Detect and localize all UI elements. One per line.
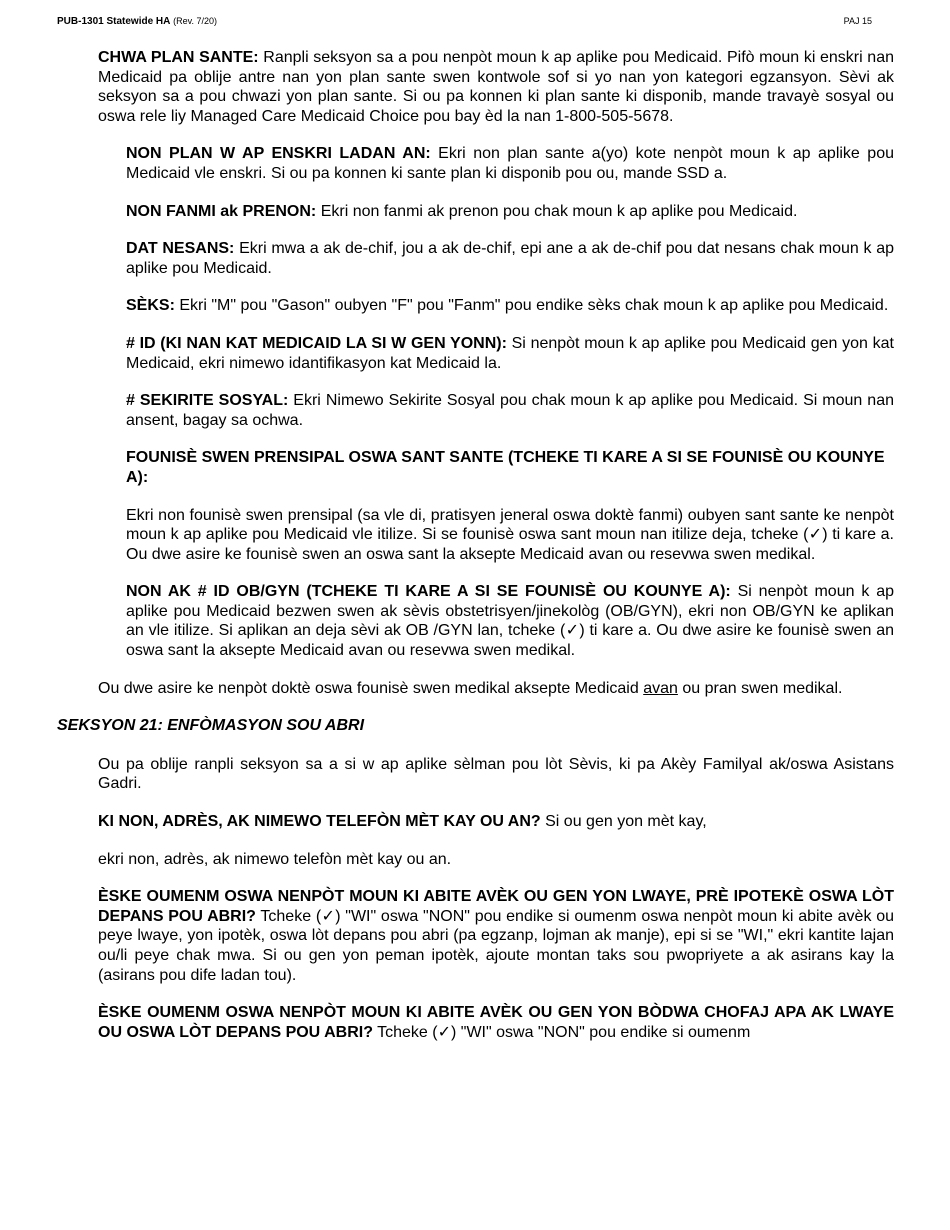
health-plan-paragraph bbox=[98, 48, 894, 126]
rent-mortgage-paragraph bbox=[98, 887, 894, 985]
ensure-text-after: ou pran swen medikal. bbox=[677, 679, 843, 697]
sex-paragraph bbox=[126, 296, 894, 316]
landlord-continuation-paragraph: ekri non, adrès, ak nimewo telefòn mèt kay ou an. bbox=[98, 850, 452, 868]
ssn-text: Ekri Nimewo Sekirite Sosyal pou chak moun k ap aplike pou Medicaid. Si moun nan ansent, bagay sa ochwa. bbox=[126, 392, 894, 429]
rent-mortgage-label: ÈSKE OUMENM OSWA NENPÒT MOUN KI ABITE AVÈK OU GEN YON LWAYE, PRÈ IPOTEKÈ OSWA LÒT DEPANS POU ABRI? bbox=[98, 888, 894, 925]
heating-bill-label: ÈSKE OUMENM OSWA NENPÒT MOUN KI ABITE AVÈK OU GEN YON BÒDWA CHOFAJ APA AK LWAYE OU OSWA LÒT DEPANS POU ABRI? bbox=[98, 1004, 894, 1041]
date-of-birth-paragraph bbox=[126, 239, 894, 278]
landlord-text: Si ou gen yon mèt kay, bbox=[540, 813, 707, 831]
obgyn-paragraph bbox=[126, 582, 894, 660]
rent-mortgage-text: Tcheke (✓) "WI" oswa "NON" pou endike si oumenm oswa nenpòt moun ki abite avèk ou peye lwaye, yon ipotèk, oswa lòt depans pou abri (pa egzanp, lojman ak manje), epi si se "WI," ekri kantite lajan ou/li peye chak mwa. Si ou gen yon peman ipotèk, ajoute montan taks sou pwopriyete a ak asirans kay la (asirans pou dife ladan tou). bbox=[98, 907, 894, 984]
plan-name-paragraph bbox=[126, 144, 894, 183]
page-header bbox=[57, 14, 872, 30]
last-first-name-label: NON FANMI ak PRENON: bbox=[126, 202, 317, 220]
ensure-medicaid-paragraph bbox=[98, 679, 894, 699]
date-of-birth-label: DAT NESANS: bbox=[126, 240, 235, 258]
health-plan-label: CHWA PLAN SANTE: bbox=[98, 49, 259, 66]
ensure-text-before: Ou dwe asire ke nenpòt doktè oswa founisè swen medikal aksepte Medicaid bbox=[98, 679, 644, 697]
plan-name-label: NON PLAN W AP ENSKRI LADAN AN: bbox=[126, 145, 431, 163]
page-number: PAJ 15 bbox=[843, 16, 872, 26]
heating-bill-text: Tcheke (✓) "WI" oswa "NON" pou endike si oumenm bbox=[372, 1023, 751, 1041]
last-first-name-text: Ekri non fanmi ak prenon pou chak moun k ap aplike pou Medicaid. bbox=[316, 202, 798, 220]
medicaid-id-label: # ID (KI NAN KAT MEDICAID LA SI W GEN YONN): bbox=[126, 334, 507, 352]
document-body bbox=[57, 48, 894, 1042]
form-id-text: PUB-1301 Statewide HA bbox=[57, 16, 171, 27]
heating-bill-paragraph bbox=[98, 1003, 894, 1042]
ssn-paragraph bbox=[126, 391, 894, 430]
not-required-paragraph: Ou pa oblije ranpli seksyon sa a si w ap aplike sèlman pou lòt Sèvis, ki pa Akèy Familyal ak/oswa Asistans Gadri. bbox=[98, 755, 894, 793]
primary-provider-label: FOUNISÈ SWEN PRENSIPAL OSWA SANT SANTE (TCHEKE TI KARE A SI SE FOUNISÈ OU KOUNYE A): bbox=[126, 449, 885, 486]
medicaid-id-text: Si nenpòt moun k ap aplike pou Medicaid gen yon kat Medicaid, ekri nimewo idantifikasyon kat Medicaid la. bbox=[126, 334, 895, 372]
primary-provider-heading bbox=[126, 448, 894, 487]
primary-provider-paragraph: Ekri non founisè swen prensipal (sa vle di, pratisyen jeneral oswa doktè fanmi) oubyen sant sante ke nenpòt moun k ap aplike pou Medicaid vle itilize. Si se founisè oswa sant moun nan itilize deja, tcheke (✓) ti kare a. Ou dwe asire ke founisè swen an oswa sant la aksepte Medicaid avan ou resevwa swen medikal. bbox=[126, 506, 894, 563]
landlord-label: KI NON, ADRÈS, AK NIMEWO TELEFÒN MÈT KAY OU AN? bbox=[98, 813, 541, 831]
obgyn-label: NON AK # ID OB/GYN (TCHEKE TI KARE A SI SE FOUNISÈ OU KOUNYE A): bbox=[126, 583, 731, 601]
landlord-paragraph bbox=[98, 812, 894, 832]
ssn-label: # SEKIRITE SOSYAL: bbox=[126, 392, 289, 410]
medicaid-id-paragraph bbox=[126, 334, 894, 373]
sex-label: SÈKS: bbox=[126, 297, 175, 315]
form-id bbox=[57, 16, 217, 27]
sex-text: Ekri "M" pou "Gason" oubyen "F" pou "Fanm" pou endike sèks chak moun k ap aplike pou Medicaid. bbox=[174, 297, 889, 315]
section-21-title: SEKSYON 21: ENFÒMASYON SOU ABRI bbox=[57, 717, 365, 735]
obgyn-text: Si nenpòt moun k ap aplike pou Medicaid bezwen swen ak sèvis obstetrisyen/jinekològ (OB/GYN), ekri non OB/GYN ke aplikan an vle itilize. Si aplikan an deja sèvi ak OB /GYN lan, tcheke (✓) ti kare a. Ou dwe asire ke founisè swen an oswa sant la aksepte Medicaid avan ou resevwa swen medikal. bbox=[126, 583, 894, 660]
form-revision: (Rev. 7/20) bbox=[173, 16, 218, 26]
health-plan-text: Ranpli seksyon sa a pou nenpòt moun k ap aplike pou Medicaid. Pifò moun ki enskri nan Medicaid pa oblije antre nan yon plan sante swen kontwole sof si yo nan yon kategori egzansyon. Sèvi ak seksyon sa a pou chwazi yon plan sante. Si ou pa konnen ki plan sante ki disponib, mande travayè sosyal ou oswa rele liy Managed Care Medicaid Choice pou bay èd la nan 1-800-505-5678. bbox=[98, 49, 894, 125]
date-of-birth-text: Ekri mwa a ak de-chif, jou a ak de-chif, epi ane a ak de-chif pou dat nesans chak moun k ap aplike pou Medicaid. bbox=[126, 240, 894, 277]
ensure-underlined-word: avan bbox=[643, 679, 678, 697]
last-first-name-paragraph bbox=[126, 202, 894, 222]
plan-name-text: Ekri non plan sante a(yo) kote nenpòt moun k ap aplike pou Medicaid vle enskri. Si ou pa konnen ki sante plan ki disponib pou ou, mande SSD a. bbox=[126, 145, 895, 182]
